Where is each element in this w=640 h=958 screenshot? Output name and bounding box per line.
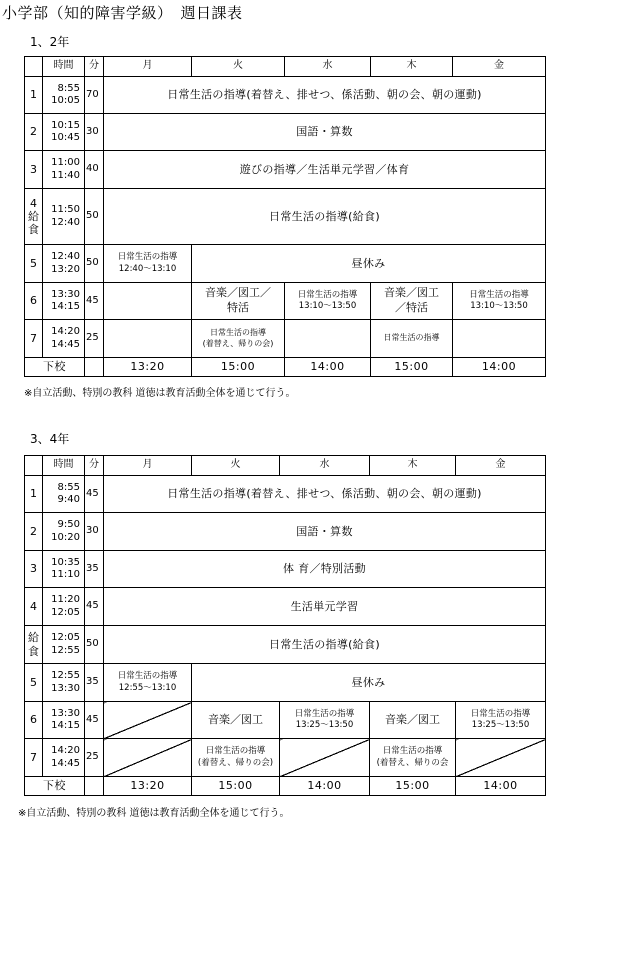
activity-cell: 生活単元学習 bbox=[104, 588, 546, 626]
activity-cell: 日常生活の指導(着替え、排せつ、係活動、朝の会、朝の運動) bbox=[104, 476, 546, 513]
period-time bbox=[43, 320, 85, 358]
activity-cell: 体 育／特別活動 bbox=[104, 551, 546, 588]
start-time: 13:30 bbox=[51, 288, 80, 300]
period-number bbox=[25, 189, 43, 245]
header-tue: 火 bbox=[192, 456, 280, 476]
period-minutes: 30 bbox=[85, 114, 104, 151]
period-time bbox=[43, 189, 85, 245]
table-row bbox=[25, 283, 546, 320]
header-tue: 火 bbox=[192, 57, 285, 77]
table-row bbox=[25, 114, 546, 151]
grade-34-label: 3、4年 bbox=[30, 432, 70, 446]
thu-dismissal: 15:00 bbox=[370, 777, 456, 796]
period-minutes: 45 bbox=[85, 283, 104, 320]
period-number: 3 bbox=[25, 151, 43, 189]
mon-cell bbox=[104, 283, 192, 320]
period-number bbox=[25, 626, 43, 664]
mon-cell-empty bbox=[104, 739, 192, 777]
header-time: 時間 bbox=[43, 456, 85, 476]
start-time: 12:55 bbox=[51, 670, 80, 681]
period-number: 2 bbox=[25, 114, 43, 151]
blank-cell bbox=[85, 777, 104, 796]
period-time bbox=[43, 151, 85, 189]
start-time: 11:20 bbox=[51, 594, 80, 605]
footnote: ※自立活動、特別の教科 道徳は教育活動全体を通じて行う。 bbox=[18, 808, 290, 819]
period-minutes: 50 bbox=[85, 189, 104, 245]
header-wed: 水 bbox=[285, 57, 371, 77]
end-time: 12:05 bbox=[51, 606, 80, 618]
period-number: 5 bbox=[25, 664, 43, 702]
header-row bbox=[25, 57, 546, 77]
mon-dismissal: 13:20 bbox=[104, 358, 192, 377]
header-thu: 木 bbox=[371, 57, 453, 77]
period-minutes: 70 bbox=[85, 77, 104, 114]
period-time bbox=[43, 283, 85, 320]
fri-activity: 日常生活の指導 bbox=[469, 289, 529, 300]
footnote: ※自立活動、特別の教科 道徳は教育活動全体を通じて行う。 bbox=[24, 388, 296, 399]
end-time: 11:10 bbox=[51, 569, 80, 580]
fri-cell bbox=[456, 702, 546, 739]
period-time bbox=[43, 739, 85, 777]
table-row bbox=[25, 588, 546, 626]
lunch-char-2: 食 bbox=[28, 644, 39, 658]
period-time bbox=[43, 476, 85, 513]
thu-activity: 日常生活の指導 bbox=[382, 746, 443, 757]
period-minutes: 35 bbox=[85, 551, 104, 588]
period-minutes: 30 bbox=[85, 513, 104, 551]
period-number: 2 bbox=[25, 513, 43, 551]
start-time: 8:55 bbox=[57, 481, 80, 493]
start-time: 13:30 bbox=[51, 707, 80, 719]
lunch-char-1: 給 bbox=[28, 209, 39, 223]
period-minutes: 25 bbox=[85, 320, 104, 358]
mon-time: 12:55～13:10 bbox=[118, 682, 177, 693]
wed-activity: 日常生活の指導 bbox=[294, 708, 355, 719]
table-row bbox=[25, 476, 546, 513]
end-time: 10:20 bbox=[51, 531, 80, 543]
period-number: 1 bbox=[25, 476, 43, 513]
mon-cell bbox=[104, 245, 192, 283]
period-time bbox=[43, 664, 85, 702]
fri-activity: 日常生活の指導 bbox=[470, 708, 531, 719]
end-time: 14:45 bbox=[51, 757, 80, 769]
period-time bbox=[43, 77, 85, 114]
end-time: 12:55 bbox=[51, 644, 80, 656]
start-time: 14:20 bbox=[51, 326, 80, 337]
start-time: 10:35 bbox=[51, 556, 80, 568]
end-time: 10:45 bbox=[51, 132, 80, 143]
header-blank bbox=[25, 456, 43, 476]
period-minutes: 25 bbox=[85, 739, 104, 777]
fri-time: 13:10～13:50 bbox=[470, 301, 528, 311]
table-row bbox=[25, 245, 546, 283]
start-time: 9:50 bbox=[57, 519, 80, 530]
period-time bbox=[43, 588, 85, 626]
table-row bbox=[25, 551, 546, 588]
period-minutes: 50 bbox=[85, 626, 104, 664]
mon-activity: 日常生活の指導 bbox=[117, 252, 178, 263]
tue-activity: 日常生活の指導 bbox=[205, 746, 266, 757]
tue-dismissal: 15:00 bbox=[192, 777, 280, 796]
header-minutes: 分 bbox=[85, 57, 104, 77]
start-time: 11:00 bbox=[51, 157, 80, 168]
dismissal-row bbox=[25, 358, 546, 377]
period-minutes: 45 bbox=[85, 476, 104, 513]
end-time: 11:40 bbox=[51, 169, 80, 181]
activity-cell: 日常生活の指導(給食) bbox=[104, 189, 546, 245]
period-number: 7 bbox=[25, 320, 43, 358]
start-time: 12:05 bbox=[51, 632, 80, 643]
fri-cell bbox=[453, 320, 546, 358]
tue-activity: 日常生活の指導 bbox=[210, 327, 266, 337]
period-number: 6 bbox=[25, 702, 43, 739]
mon-dismissal: 13:20 bbox=[104, 777, 192, 796]
fri-cell bbox=[453, 283, 546, 320]
fri-dismissal: 14:00 bbox=[453, 358, 546, 377]
table-row bbox=[25, 702, 546, 739]
thu-dismissal: 15:00 bbox=[371, 358, 453, 377]
tue-cell bbox=[192, 739, 280, 777]
tue-detail: (着替え、帰りの会) bbox=[197, 757, 274, 768]
table-row bbox=[25, 189, 546, 245]
period-number: 5 bbox=[25, 245, 43, 283]
thu-cell: 日常生活の指導 bbox=[371, 320, 453, 358]
mon-activity: 日常生活の指導 bbox=[117, 671, 178, 682]
tue-detail: (着替え、帰りの会) bbox=[202, 338, 274, 348]
thu-activity-2: ／特活 bbox=[395, 301, 428, 314]
thu-cell bbox=[371, 283, 453, 320]
activity-cell: 日常生活の指導(給食) bbox=[104, 626, 546, 664]
lunch-char-1: 給 bbox=[28, 631, 39, 645]
tue-activity: 音楽／図工／ bbox=[205, 286, 271, 300]
thu-activity: 音楽／図工 bbox=[384, 286, 439, 300]
fri-time: 13:25～13:50 bbox=[471, 720, 530, 730]
tue-cell: 音楽／図工 bbox=[192, 702, 280, 739]
recess-cell: 昼休み bbox=[192, 245, 546, 283]
dismissal-label: 下校 bbox=[25, 358, 85, 377]
period-minutes: 35 bbox=[85, 664, 104, 702]
period-minutes: 40 bbox=[85, 151, 104, 189]
header-mon: 月 bbox=[104, 456, 192, 476]
recess-cell: 昼休み bbox=[192, 664, 546, 702]
header-thu: 木 bbox=[370, 456, 456, 476]
period-time bbox=[43, 626, 85, 664]
period-time bbox=[43, 513, 85, 551]
start-time: 8:55 bbox=[57, 82, 80, 94]
header-fri: 金 bbox=[456, 456, 546, 476]
header-wed: 水 bbox=[280, 456, 370, 476]
end-time: 14:15 bbox=[51, 301, 80, 312]
period-minutes: 45 bbox=[85, 588, 104, 626]
start-time: 14:20 bbox=[51, 745, 80, 756]
period-time bbox=[43, 551, 85, 588]
header-fri: 金 bbox=[453, 57, 546, 77]
end-time: 9:40 bbox=[57, 494, 80, 505]
end-time: 14:45 bbox=[51, 338, 80, 350]
fri-cell-empty bbox=[456, 739, 546, 777]
table-row bbox=[25, 320, 546, 358]
end-time: 13:20 bbox=[51, 263, 80, 275]
header-minutes: 分 bbox=[85, 456, 104, 476]
table-row bbox=[25, 77, 546, 114]
timetable-grade-12 bbox=[24, 56, 546, 377]
dismissal-row bbox=[25, 777, 546, 796]
lunch-char-2: 食 bbox=[28, 223, 39, 237]
end-time: 13:30 bbox=[51, 682, 80, 694]
tue-activity-2: 特活 bbox=[227, 301, 249, 314]
tue-cell bbox=[192, 320, 285, 358]
period-number: 6 bbox=[25, 283, 43, 320]
end-time: 10:05 bbox=[51, 95, 80, 106]
wed-dismissal: 14:00 bbox=[280, 777, 370, 796]
wed-cell bbox=[285, 320, 371, 358]
page-title: 小学部（知的障害学級） 週日課表 bbox=[2, 4, 243, 22]
grade-12-label: 1、2年 bbox=[30, 35, 70, 49]
start-time: 12:40 bbox=[51, 251, 80, 262]
dismissal-label: 下校 bbox=[25, 777, 85, 796]
period-number: 4 bbox=[25, 588, 43, 626]
table-row bbox=[25, 151, 546, 189]
start-time: 11:50 bbox=[51, 204, 80, 215]
activity-cell: 日常生活の指導(着替え、排せつ、係活動、朝の会、朝の運動) bbox=[104, 77, 546, 114]
tue-cell bbox=[192, 283, 285, 320]
thu-cell: 音楽／図工 bbox=[370, 702, 456, 739]
period-time bbox=[43, 245, 85, 283]
period-number: 3 bbox=[25, 551, 43, 588]
wed-time: 13:25～13:50 bbox=[295, 720, 354, 730]
thu-cell bbox=[370, 739, 456, 777]
mon-cell bbox=[104, 320, 192, 358]
period-time bbox=[43, 702, 85, 739]
activity-cell: 国語・算数 bbox=[104, 114, 546, 151]
mon-time: 12:40～13:10 bbox=[118, 263, 177, 274]
wed-activity: 日常生活の指導 bbox=[297, 289, 358, 300]
end-time: 14:15 bbox=[51, 720, 80, 731]
header-mon: 月 bbox=[104, 57, 192, 77]
start-time: 10:15 bbox=[51, 119, 80, 131]
header-row bbox=[25, 456, 546, 476]
period-number-4: 4 bbox=[30, 196, 37, 210]
wed-cell-empty bbox=[280, 739, 370, 777]
period-number: 7 bbox=[25, 739, 43, 777]
period-time bbox=[43, 114, 85, 151]
activity-cell: 遊びの指導／生活単元学習／体育 bbox=[104, 151, 546, 189]
thu-detail: (着替え、帰りの会 bbox=[376, 757, 449, 768]
activity-cell: 国語・算数 bbox=[104, 513, 546, 551]
timetable-grade-34 bbox=[24, 455, 546, 796]
end-time: 12:40 bbox=[51, 216, 80, 228]
table-row bbox=[25, 626, 546, 664]
fri-dismissal: 14:00 bbox=[456, 777, 546, 796]
period-number: 1 bbox=[25, 77, 43, 114]
period-minutes: 50 bbox=[85, 245, 104, 283]
header-time: 時間 bbox=[43, 57, 85, 77]
wed-cell bbox=[285, 283, 371, 320]
mon-cell-empty bbox=[104, 702, 192, 739]
wed-cell bbox=[280, 702, 370, 739]
period-minutes: 45 bbox=[85, 702, 104, 739]
header-blank bbox=[25, 57, 43, 77]
table-row bbox=[25, 739, 546, 777]
wed-dismissal: 14:00 bbox=[285, 358, 371, 377]
wed-time: 13:10～13:50 bbox=[298, 301, 357, 311]
blank-cell bbox=[85, 358, 104, 377]
mon-cell bbox=[104, 664, 192, 702]
table-row bbox=[25, 513, 546, 551]
tue-dismissal: 15:00 bbox=[192, 358, 285, 377]
table-row bbox=[25, 664, 546, 702]
